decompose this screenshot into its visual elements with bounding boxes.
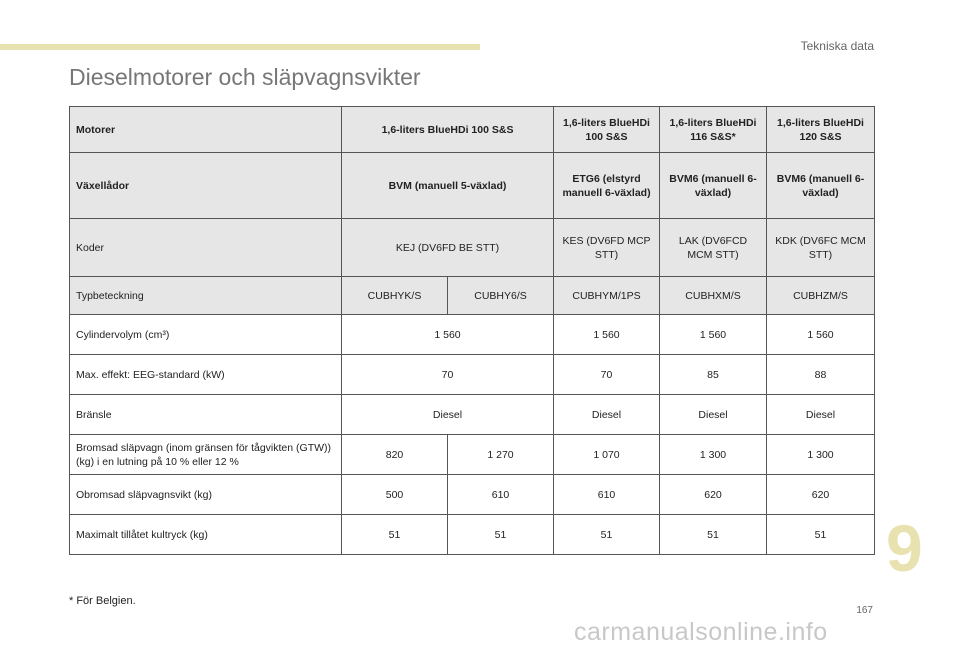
cell: 51 — [342, 515, 448, 555]
cell: 88 — [767, 355, 875, 395]
cell: 51 — [767, 515, 875, 555]
cell: 1 560 — [342, 315, 554, 355]
row-motorer — [70, 107, 875, 153]
chapter-number: 9 — [886, 511, 923, 585]
cell: 1 270 — [448, 435, 554, 475]
row-label: Max. effekt: EEG-standard (kW) — [70, 355, 342, 395]
cell: CUBHY6/S — [448, 277, 554, 315]
cell: 500 — [342, 475, 448, 515]
cell: CUBHYK/S — [342, 277, 448, 315]
section-label: Tekniska data — [800, 39, 874, 53]
cell: BVM6 (manuell 6-växlad) — [767, 153, 875, 219]
cell: 85 — [660, 355, 767, 395]
row-label: Maximalt tillåtet kultryck (kg) — [70, 515, 342, 555]
cell: 70 — [554, 355, 660, 395]
cell: KDK (DV6FC MCM STT) — [767, 219, 875, 277]
row-label: Obromsad släpvagnsvikt (kg) — [70, 475, 342, 515]
row-typbeteckning — [70, 277, 875, 315]
cell: Diesel — [342, 395, 554, 435]
engine-spec-table — [69, 106, 875, 555]
cell: 1 300 — [767, 435, 875, 475]
footnote: * För Belgien. — [69, 595, 136, 607]
row-kultryck — [70, 515, 875, 555]
row-cylindervolym — [70, 315, 875, 355]
cell: Diesel — [554, 395, 660, 435]
row-label: Typbeteckning — [70, 277, 342, 315]
cell: 51 — [554, 515, 660, 555]
header-accent-bar — [0, 44, 480, 50]
cell: 70 — [342, 355, 554, 395]
watermark: carmanualsonline.info — [574, 618, 828, 646]
cell: 610 — [448, 475, 554, 515]
row-label: Koder — [70, 219, 342, 277]
cell: 820 — [342, 435, 448, 475]
row-label: Växellådor — [70, 153, 342, 219]
row-bransle — [70, 395, 875, 435]
cell: 620 — [767, 475, 875, 515]
cell: LAK (DV6FCD MCM STT) — [660, 219, 767, 277]
cell: 1 560 — [767, 315, 875, 355]
cell: 1,6-liters BlueHDi 116 S&S* — [660, 107, 767, 153]
cell: CUBHZM/S — [767, 277, 875, 315]
row-label: Bränsle — [70, 395, 342, 435]
cell: 610 — [554, 475, 660, 515]
row-label: Cylindervolym (cm³) — [70, 315, 342, 355]
cell: 620 — [660, 475, 767, 515]
cell: Diesel — [660, 395, 767, 435]
row-effekt — [70, 355, 875, 395]
row-bromsad — [70, 435, 875, 475]
row-obromsad — [70, 475, 875, 515]
cell: 51 — [660, 515, 767, 555]
cell: KES (DV6FD MCP STT) — [554, 219, 660, 277]
cell: 1 560 — [660, 315, 767, 355]
row-vaxellador — [70, 153, 875, 219]
cell: 51 — [448, 515, 554, 555]
cell: CUBHXM/S — [660, 277, 767, 315]
cell: Diesel — [767, 395, 875, 435]
cell: BVM (manuell 5-växlad) — [342, 153, 554, 219]
row-label: Bromsad släpvagn (inom gränsen för tågvikten (GTW)) (kg) i en lutning på 10 % eller 12 % — [70, 435, 342, 475]
cell: 1,6-liters BlueHDi 100 S&S — [554, 107, 660, 153]
row-koder — [70, 219, 875, 277]
cell: 1,6-liters BlueHDi 100 S&S — [342, 107, 554, 153]
cell: BVM6 (manuell 6-växlad) — [660, 153, 767, 219]
cell: 1 300 — [660, 435, 767, 475]
cell: 1 070 — [554, 435, 660, 475]
cell: KEJ (DV6FD BE STT) — [342, 219, 554, 277]
cell: ETG6 (elstyrd manuell 6-växlad) — [554, 153, 660, 219]
row-label: Motorer — [70, 107, 342, 153]
cell: 1,6-liters BlueHDi 120 S&S — [767, 107, 875, 153]
page-number: 167 — [856, 605, 873, 616]
page-title: Dieselmotorer och släpvagnsvikter — [69, 64, 421, 90]
cell: 1 560 — [554, 315, 660, 355]
cell: CUBHYM/1PS — [554, 277, 660, 315]
